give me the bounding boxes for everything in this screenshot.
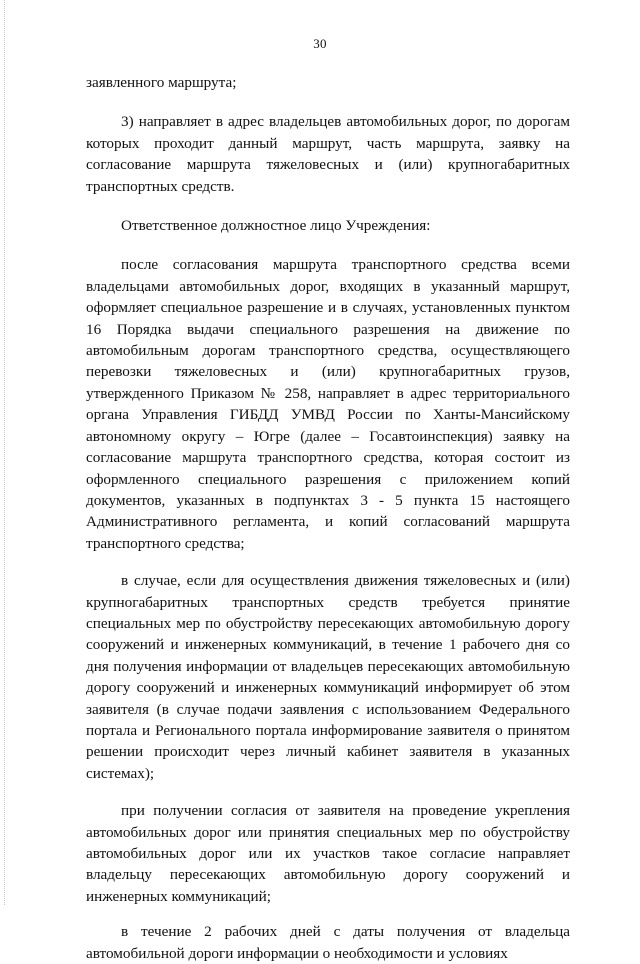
paragraph-applicant-consent: при получении согласия от заявителя на проведение укрепления автомобильных дорог или принятия специальных мер по обустройству автомобильных дорог или их участков такое согласие направляет владельцу пересекающих автомобильную дорогу сооружений и инженерных коммуникаций; (86, 802, 570, 905)
paragraph-after-route-approval: после согласования маршрута транспортного средства всеми владельцами автомобильных дорог, входящих в указанный маршрут, оформляет специальное разрешение и в случаях, установленных пунктом 16 Порядка выдачи специального разрешения на движение по автомобильным дорогам транспортного средства, осуществляющего перевозки тяжеловесных и (или) крупногабаритных грузов, утвержденного Приказом № 258, направляет в адрес территориального органа Управления ГИБДД УМВД России по Ханты-Мансийскому автономному округу – Югре (далее – Госавтоинспекция) заявку на согласование маршрута транспортного средства, которая состоит из оформленного специального разрешения с приложением копий документов, указанных в подпунктах 3 - 5 пункта 15 настоящего Административного регламента, и копий согласований маршрута транспортного средства; (86, 256, 570, 552)
page-body (86, 72, 570, 964)
page-number: 30 (313, 36, 327, 51)
paragraph-two-working-days: в течение 2 рабочих дней с даты получения от владельца автомобильной дороги информации о необходимости и условиях (86, 923, 570, 962)
paragraph-responsible-official: Ответственное должностное лицо Учреждения: (121, 217, 431, 235)
left-margin-dotted-line (4, 0, 5, 905)
paragraph-continuation: заявленного маршрута; (86, 74, 237, 91)
paragraph-special-measures: в случае, если для осуществления движения тяжеловесных и (или) крупногабаритных транспортных средств требуется принятие специальных мер по обустройству пересекающих автомобильную дорогу сооружений и инженерных коммуникаций, в течение 1 рабочего дня со дня получения информации от владельцев пересекающих автомобильную дорогу сооружений и инженерных коммуникаций информирует об этом заявителя (в случае подачи заявления с использованием Федерального портала и Регионального портала информирование заявителя о принятом решении происходит через личный кабинет заявителя в указанных системах); (86, 572, 570, 782)
paragraph-item-3: 3) направляет в адрес владельцев автомобильных дорог, по дорогам которых проходит данный маршрут, часть маршрута, заявку на согласование маршрута тяжеловесных и (или) крупногабаритных транспортных средств. (86, 113, 570, 195)
